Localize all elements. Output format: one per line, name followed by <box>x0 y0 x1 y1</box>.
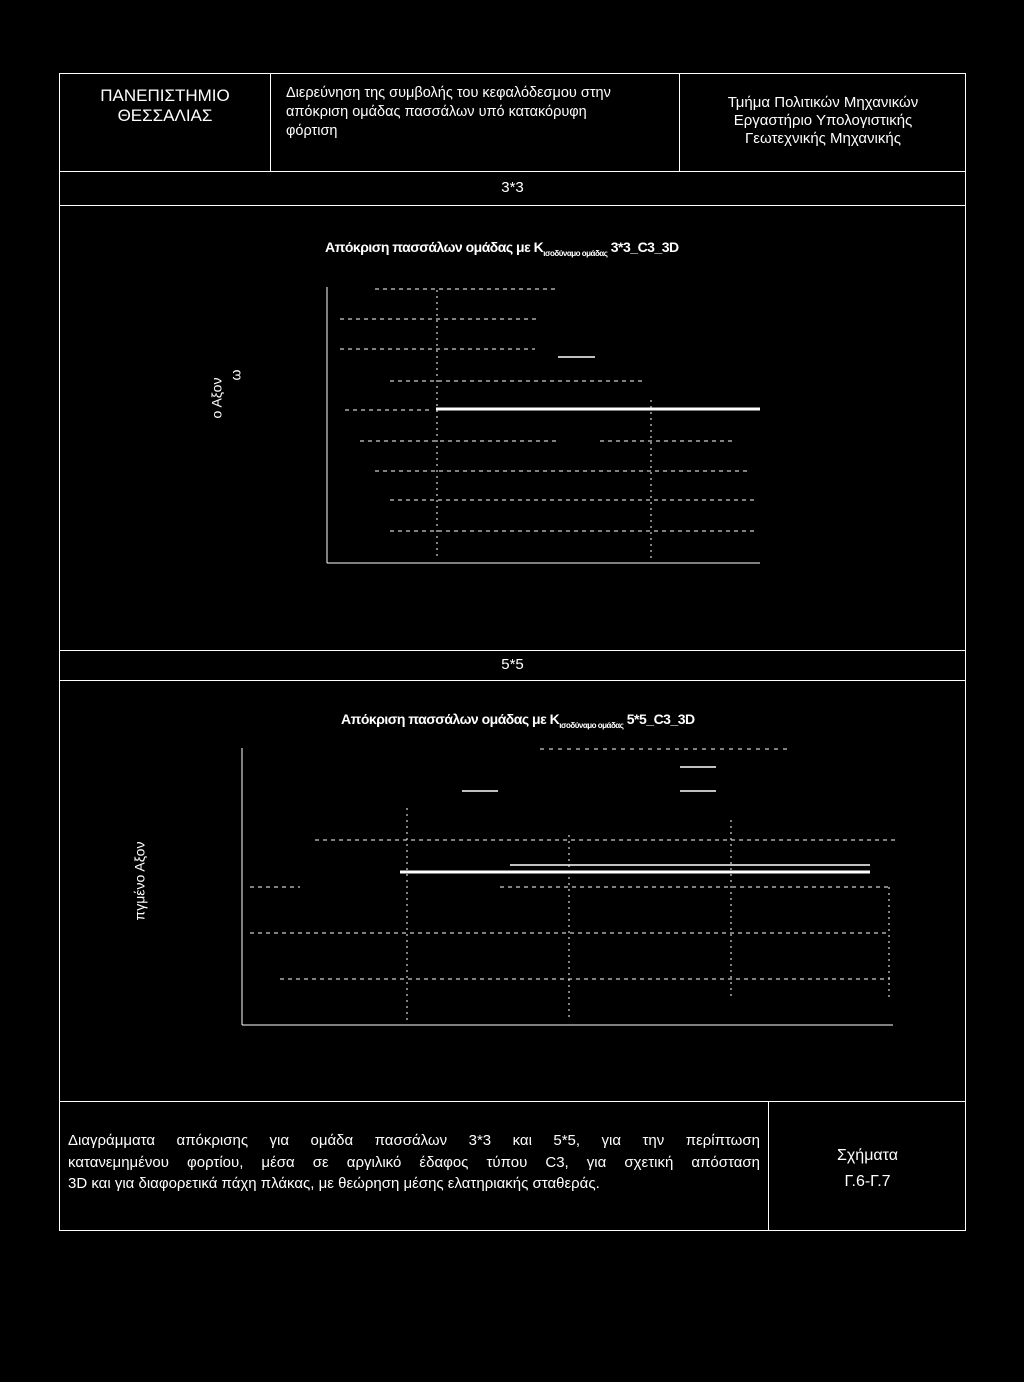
chart1-ylabel: ο Αξον <box>208 377 225 419</box>
thesis-title: Διερεύνηση της συμβολής του κεφαλόδεσμου στην απόκριση ομάδας πασσάλων υπό κατακόρυφη φόρτιση <box>286 85 611 139</box>
chart2-plot <box>242 748 895 1025</box>
section2-label: 5*5 <box>501 656 524 673</box>
figures-reference: Σχήματα Γ.6-Γ.7 <box>837 1147 898 1190</box>
figure-caption: Διαγράμματα απόκρισης για ομάδα πασσάλων 3*3 και 5*5, για την περίπτωση κατανεμημένου φορτίου, μέσα σε αργιλικό έδαφος τύπου C3, για σχετική απόσταση 3D και για διαφορετικά πάχη πλάκας, με θεώρηση μέσης ελατηριακής σταθεράς. <box>68 1132 760 1192</box>
department-name: Τμήμα Πολιτικών Μηχανικών Εργαστήριο Υπολογιστικής Γεωτεχνικής Μηχανικής <box>727 94 919 147</box>
chart2-ylabel: πγμένο Αξον <box>131 841 148 921</box>
chart1-title: Απόκριση πασσάλων ομάδας με $K_{\iota\sigma o\delta ύ\nu\alpha\mu o o\mu ά\delta\alpha\varsigma}$ 3*3_C3_3D <box>325 239 679 258</box>
chart2-title: Απόκριση πασσάλων ομάδας με $K_{\iota\sigma o\delta ύ\nu\alpha\mu o o\mu ά\delta\alpha\varsigma}$ 5*5_C3_3D <box>341 711 695 730</box>
footer-divider <box>59 1101 966 1102</box>
chart1-plot <box>327 287 760 563</box>
section1-label: 3*3 <box>501 179 524 196</box>
university-name: ΠΑΝΕΠΙΣΤΗΜΙΟ ΘΕΣΣΑΛΙΑΣ <box>100 86 230 125</box>
chart1-ylabel-extra: ω <box>227 369 244 381</box>
